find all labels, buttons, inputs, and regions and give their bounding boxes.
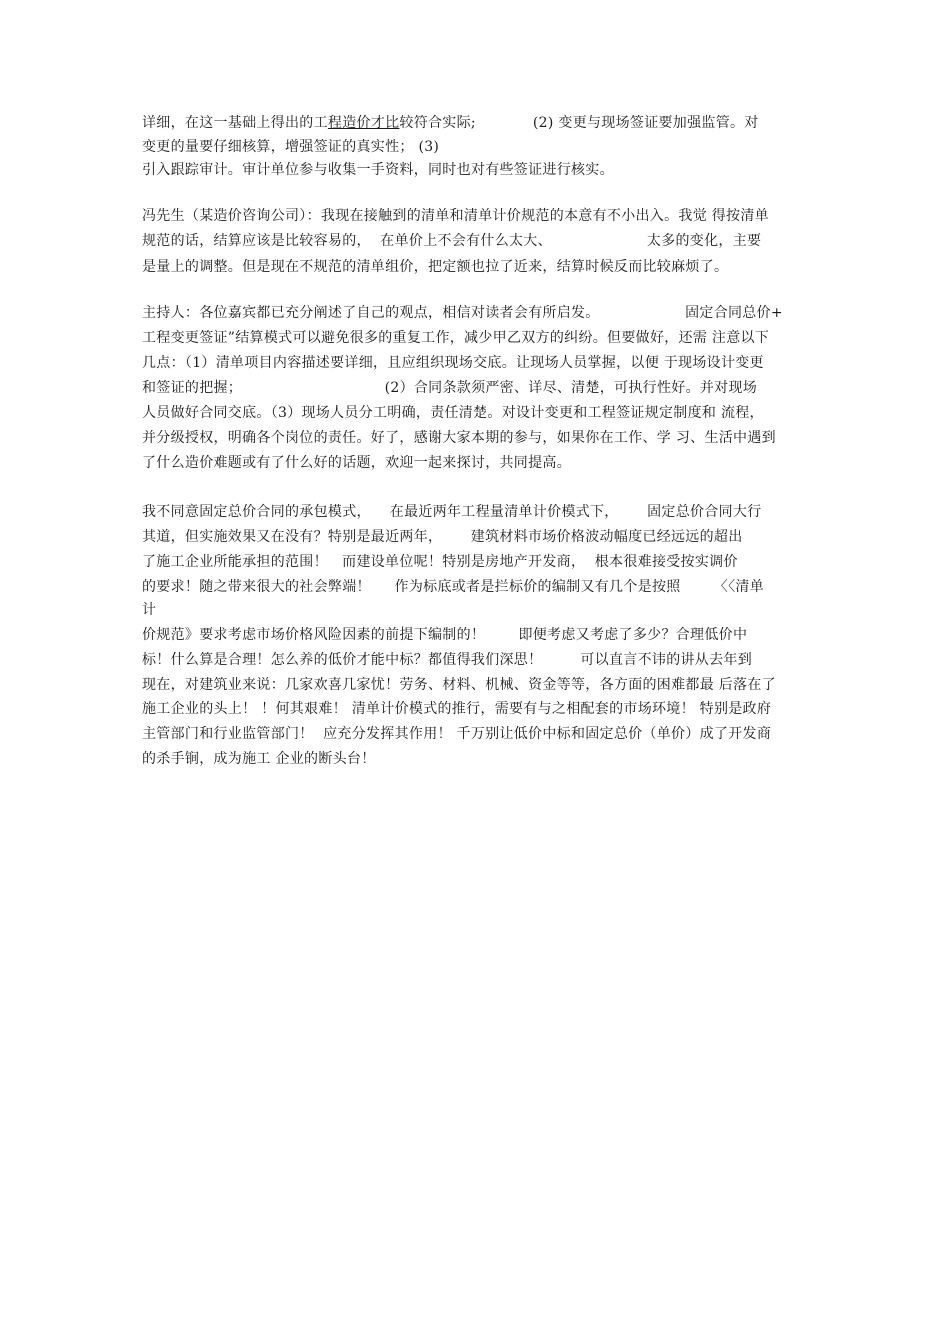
paragraph-2-line-1: 冯先生（某造价咨询公司）：我现在接触到的清单和清单计价规范的本意有不小出入。我觉 得按清单 — [142, 208, 769, 224]
paragraph-3-line-7: 了什么造价难题或有了什么好的话题，欢迎一起来探讨，共同提高。 — [142, 455, 571, 471]
paragraph-2-line-3: 是量上的调整。但是现在不规范的清单组价，把定额也拉了近来，结算时候反而比较麻烦了。 — [142, 259, 729, 275]
paragraph-4-line-3: 了施工企业所能承担的范围！ 而建设单位呢！特别是房地产开发商， 根本很难接受按实调价 — [142, 554, 738, 570]
underlined-text: 程造价才比 — [327, 115, 400, 131]
paragraph-4-line-1: 我不同意固定总价合同的承包模式， 在最近两年工程量清单计价模式下， 固定总价合同大行 — [142, 504, 762, 520]
paragraph-4-line-5: 计 — [142, 602, 157, 618]
paragraph-3-line-1: 主持人：各位嘉宾都已充分阐述了自己的观点，相信对读者会有所启发。 固定合同总价+ — [142, 305, 783, 321]
paragraph-4-line-9: 施工企业的头上！ ！何其艰难！ 清单计价模式的推行，需要有与之相配套的市场环境！ 特别是政府 — [142, 701, 772, 717]
paragraph-1-line-1 — [142, 114, 759, 132]
paragraph-4-line-6: 价规范》要求考虑市场价格风险因素的前提下编制的！ 即便考虑又考虑了多少？合理低价中 — [142, 627, 748, 643]
paragraph-3-line-4: 和签证的把握； (2）合同条款须严密、详尽、清楚，可执行性好。并对现场 — [142, 380, 758, 396]
paragraph-3-line-5: 人员做好合同交底。（3）现场人员分工明确，责任清楚。对设计变更和工程签证规定制度和 流程， — [142, 405, 764, 421]
paragraph-3-line-2: 工程变更签证”结算模式可以避免很多的重复工作，减少甲乙双方的纠纷。但要做好，还需 注意以下 — [142, 330, 770, 346]
paragraph-1-line-3: 引入跟踪审计。审计单位参与收集一手资料，同时也对有些签证进行核实。 — [142, 162, 614, 178]
paragraph-4-line-7: 标！什么算是合理！怎么养的低价才能中标？都值得我们深思！ 可以直言不讳的讲从去年到 — [142, 652, 752, 668]
paragraph-3-line-3: 几点：（1）清单项目内容描述要详细，且应组织现场交底。让现场人员掌握，以便 于现场设计变更 — [142, 355, 764, 371]
text-run: 较符合实际; (2) 变更与现场签证要加强监管。对 — [399, 115, 759, 131]
paragraph-4-line-4: 的要求！随之带来很大的社会弊端！ 作为标底或者是拦标价的编制又有几个是按照 〈〈清单 — [142, 579, 764, 595]
paragraph-4-line-2: 其道，但实施效果又在没有？特别是最近两年， 建筑材料市场价格波动幅度已经远远的超出 — [142, 529, 743, 545]
paragraph-2-line-2: 规范的话，结算应该是比较容易的， 在单价上不会有什么太大、 太多的变化，主要 — [142, 233, 762, 249]
paragraph-4-line-8: 现在，对建筑业来说：几家欢喜几家忧！劳务、材料、机械、资金等等，各方面的困难都最 后落在了 — [142, 677, 776, 693]
paragraph-4-line-11: 的杀手锏，成为施工 企业的断头台！ — [142, 751, 376, 767]
paragraph-3-line-6: 并分级授权，明确各个岗位的责任。好了，感谢大家本期的参与，如果你在工作、学 习、生活中遇到 — [142, 430, 776, 446]
paragraph-1-line-2: 变更的量要仔细核算，增强签证的真实性； (3) — [142, 139, 440, 155]
paragraph-4-line-10: 主管部门和行业监管部门！ 应充分发挥其作用！ 千万别让低价中标和固定总价（单价）成了开发商 — [142, 726, 772, 742]
text-run: 详细，在这一基础上得出的工 — [142, 115, 328, 131]
